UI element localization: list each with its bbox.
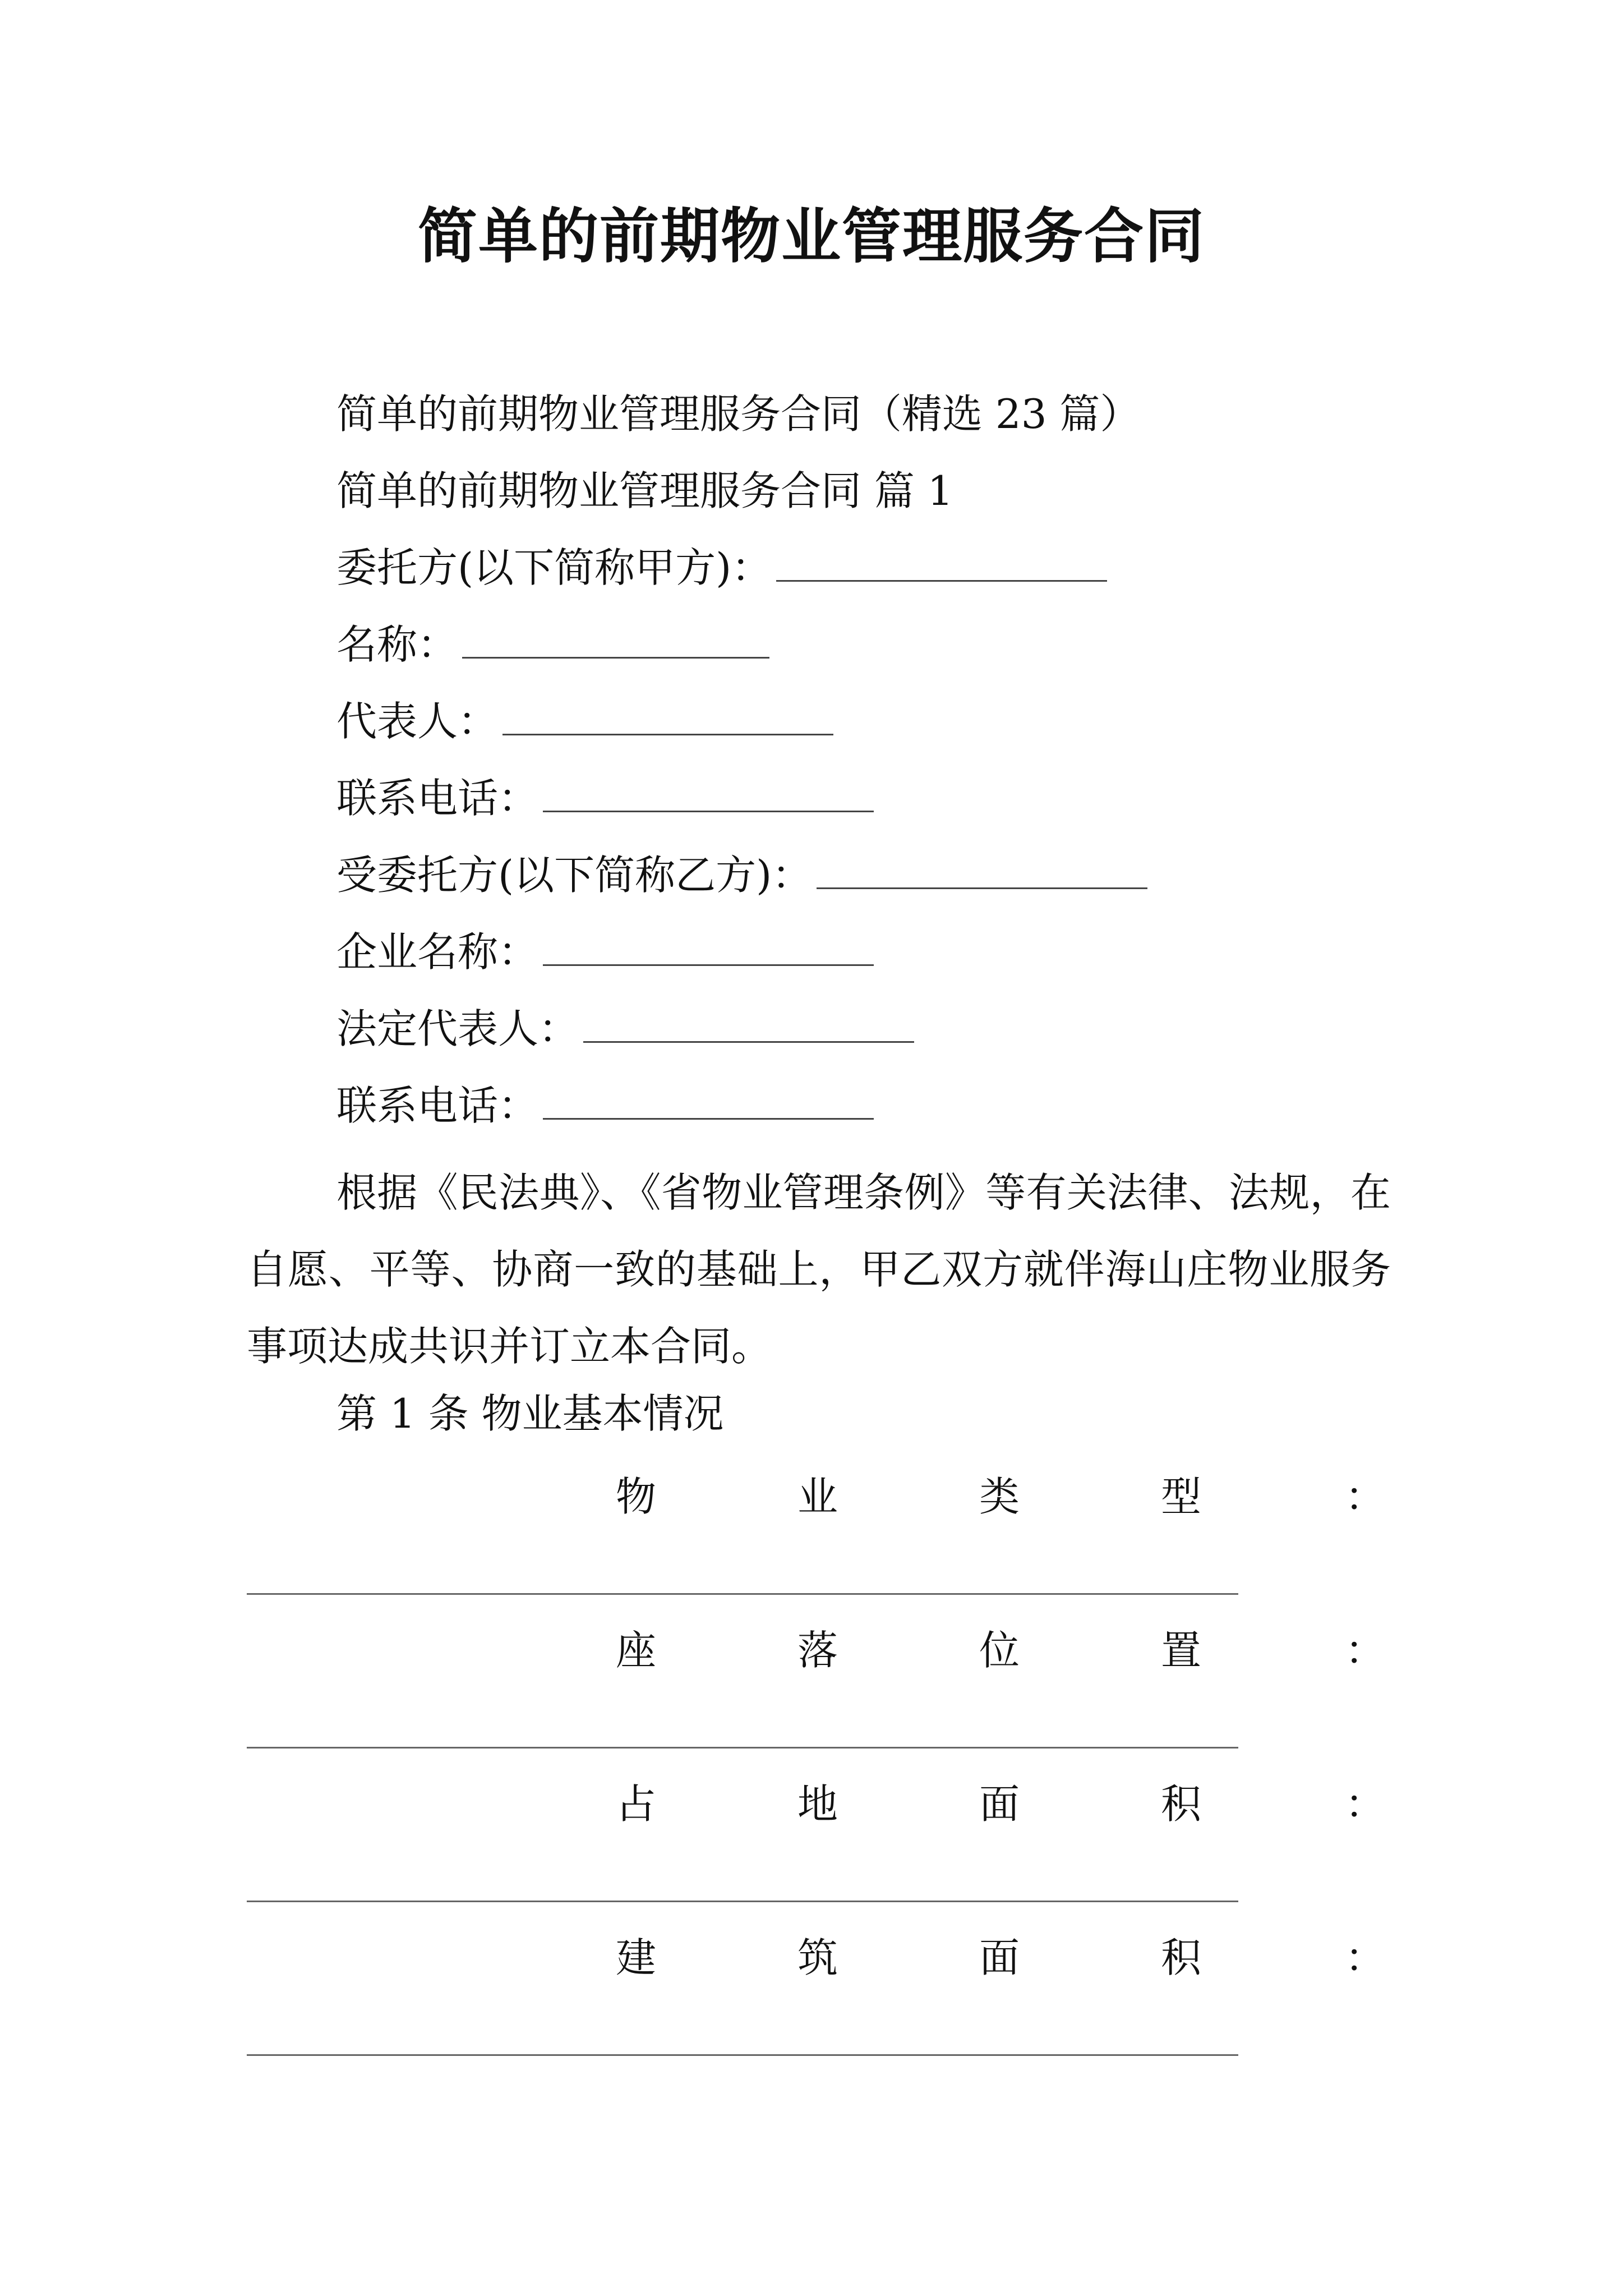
section-heading: 简单的前期物业管理服务合同 篇 1 xyxy=(336,467,953,514)
field-fill-rule xyxy=(247,2054,1238,2056)
field-row-property-type xyxy=(0,1469,1623,1525)
blank-fill-line xyxy=(817,847,1147,889)
field-row-building-area xyxy=(0,1930,1623,1986)
party-line-label: 委托方(以下简称甲方)： xyxy=(336,544,772,591)
field-char: 置 xyxy=(1161,1627,1202,1674)
blank-fill-line xyxy=(543,924,874,966)
field-char: 位 xyxy=(979,1627,1020,1674)
party-line-label: 联系电话： xyxy=(336,1082,539,1129)
blank-fill-line xyxy=(776,540,1107,582)
blank-fill-line xyxy=(543,1078,874,1120)
article-heading: 第 1 条 物业基本情况 xyxy=(336,1390,724,1437)
blank-fill-line xyxy=(543,770,874,812)
field-fill-rule xyxy=(247,1901,1238,1902)
blank-fill-line xyxy=(502,693,833,735)
field-char: 业 xyxy=(797,1473,838,1520)
field-char: 型 xyxy=(1161,1473,1202,1520)
blank-fill-line xyxy=(462,616,769,659)
field-char: 积 xyxy=(1161,1780,1202,1828)
field-char: 物 xyxy=(616,1473,657,1520)
field-colon: ： xyxy=(1345,1473,1386,1520)
field-fill-rule xyxy=(247,1747,1238,1749)
field-char: 占 xyxy=(616,1780,657,1828)
party-line-label: 企业名称： xyxy=(336,928,539,976)
field-char: 地 xyxy=(797,1780,838,1828)
party-line-phone-2 xyxy=(336,1078,874,1134)
intro-paragraph: 根据《民法典》、《省物业管理条例》等有关法律、法规，在自愿、平等、协商一致的基础上，甲乙双方就伴海山庄物业服务事项达成共识并订立本合同。 xyxy=(247,1169,1391,1370)
field-char: 类 xyxy=(979,1473,1020,1520)
party-line-representative xyxy=(336,693,833,749)
party-line-contractor xyxy=(336,847,1147,903)
field-fill-rule xyxy=(247,1593,1238,1595)
field-row-land-area xyxy=(0,1776,1623,1832)
party-line-client xyxy=(336,540,1107,596)
field-char: 面 xyxy=(979,1780,1020,1828)
field-char: 座 xyxy=(616,1627,657,1674)
party-line-name xyxy=(336,616,769,673)
party-line-label: 法定代表人： xyxy=(336,1005,579,1052)
field-char: 建 xyxy=(616,1934,657,1981)
party-line-label: 名称： xyxy=(336,621,458,668)
field-colon: ： xyxy=(1345,1934,1386,1981)
field-char: 面 xyxy=(979,1934,1020,1981)
field-colon: ： xyxy=(1345,1627,1386,1674)
party-line-label: 代表人： xyxy=(336,698,499,745)
party-line-company xyxy=(336,924,874,980)
field-row-location xyxy=(0,1622,1623,1678)
field-char: 落 xyxy=(797,1627,838,1674)
party-line-label: 联系电话： xyxy=(336,775,539,822)
document-title: 简单的前期物业管理服务合同 xyxy=(418,202,1205,271)
party-line-label: 受委托方(以下简称乙方)： xyxy=(336,852,813,899)
party-line-legal-rep xyxy=(336,1001,914,1057)
field-char: 筑 xyxy=(797,1934,838,1981)
field-char: 积 xyxy=(1161,1934,1202,1981)
party-line-phone xyxy=(336,770,874,826)
blank-fill-line xyxy=(583,1001,914,1043)
subtitle: 简单的前期物业管理服务合同（精选 23 篇） xyxy=(336,390,1141,438)
field-colon: ： xyxy=(1345,1780,1386,1828)
